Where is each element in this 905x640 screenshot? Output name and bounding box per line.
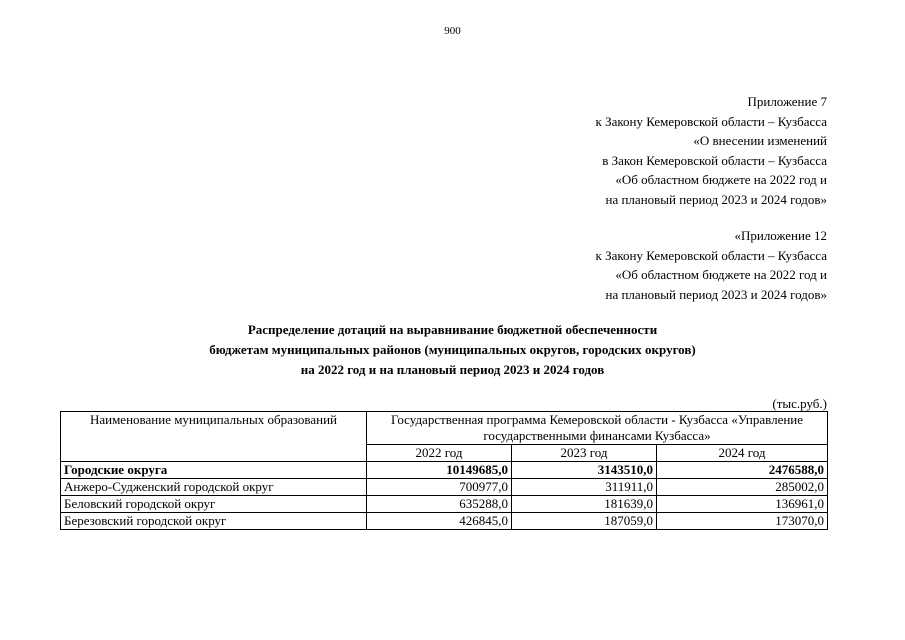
row-value-2023: 3143510,0 <box>512 462 657 479</box>
header-name: Наименование муниципальных образований <box>61 412 367 462</box>
table-header-row <box>61 412 828 445</box>
row-value-2024: 136961,0 <box>657 496 828 513</box>
title-line: бюджетам муниципальных районов (муниципальных округов, городских округов) <box>209 342 696 357</box>
page-number: 900 <box>444 25 461 37</box>
appendix-ref-line: на плановый период 2023 и 2024 годов» <box>605 286 827 302</box>
title-line: на 2022 год и на плановый период 2023 и 2024 годов <box>300 362 605 377</box>
row-value-2022: 10149685,0 <box>367 462 512 479</box>
header-year: 2023 год <box>512 445 657 462</box>
document-title <box>0 320 905 380</box>
table-row-total <box>61 462 828 479</box>
row-value-2022: 635288,0 <box>367 496 512 513</box>
row-value-2024: 173070,0 <box>657 513 828 530</box>
row-value-2023: 187059,0 <box>512 513 657 530</box>
appendix-line: на плановый период 2023 и 2024 годов» <box>605 191 827 207</box>
appendix-reference <box>596 226 828 304</box>
row-value-2024: 285002,0 <box>657 479 828 496</box>
units-label: (тыс.руб.) <box>772 396 827 411</box>
row-name: Городские округа <box>61 462 367 479</box>
table-row <box>61 496 828 513</box>
header-year: 2024 год <box>657 445 828 462</box>
row-name: Анжеро-Судженский городской округ <box>61 479 367 496</box>
header-year: 2022 год <box>367 445 512 462</box>
title-line: Распределение дотаций на выравнивание бюджетной обеспеченности <box>247 322 658 337</box>
appendix-line: в Закон Кемеровской области – Кузбасса <box>602 152 827 168</box>
row-name: Беловский городской округ <box>61 496 367 513</box>
header-program: Государственная программа Кемеровской области - Кузбасса «Управление государственными финансами Кузбасса» <box>367 412 828 445</box>
appendix-line: «О внесении изменений <box>693 133 827 148</box>
subsidy-table <box>60 411 828 530</box>
appendix-line: к Закону Кемеровской области – Кузбасса <box>595 113 827 129</box>
appendix-header <box>596 92 828 209</box>
row-value-2023: 311911,0 <box>512 479 657 496</box>
appendix-line: Приложение 7 <box>747 94 827 109</box>
appendix-ref-line: к Закону Кемеровской области – Кузбасса <box>595 247 827 263</box>
row-value-2022: 700977,0 <box>367 479 512 496</box>
row-value-2022: 426845,0 <box>367 513 512 530</box>
row-value-2023: 181639,0 <box>512 496 657 513</box>
appendix-ref-line: «Приложение 12 <box>734 228 827 243</box>
row-value-2024: 2476588,0 <box>657 462 828 479</box>
table-row <box>61 479 828 496</box>
appendix-line: «Об областном бюджете на 2022 год и <box>615 172 827 187</box>
row-name: Березовский городской округ <box>61 513 367 530</box>
table-row <box>61 513 828 530</box>
appendix-ref-line: «Об областном бюджете на 2022 год и <box>615 267 827 282</box>
